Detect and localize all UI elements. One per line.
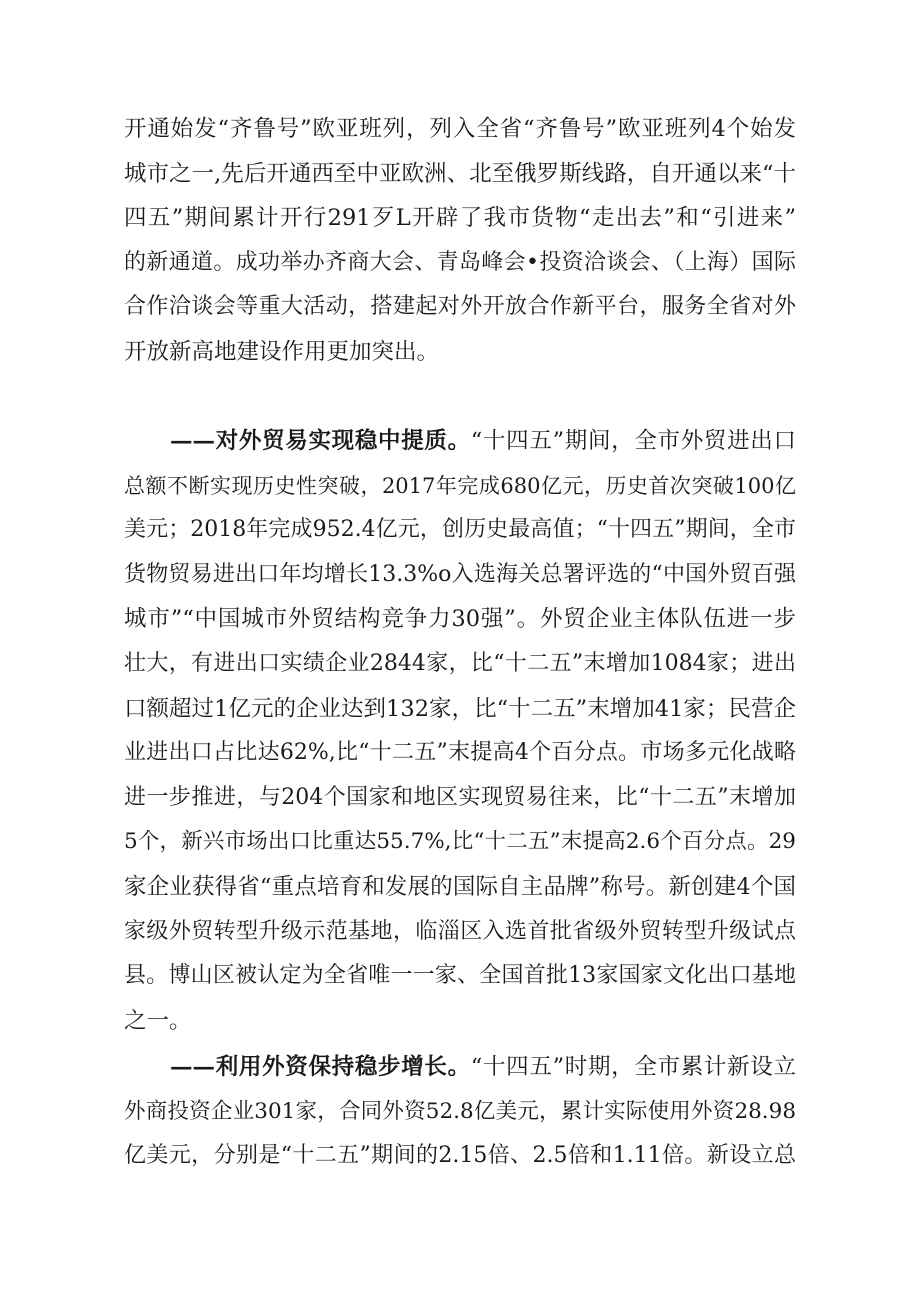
paragraph-port-opening	[124, 107, 796, 375]
text-line: 之一。	[124, 1007, 192, 1034]
text-line: 的新通道。成功举办齐商大会、青岛峰会•投资洽谈会、（上海）国际	[124, 249, 796, 275]
text-line: 四五”期间累计开行291歹L开辟了我市货物“走出去”和“引进来”	[124, 205, 796, 232]
paragraph-foreign-trade	[124, 419, 796, 1043]
paragraph-heading: ——对外贸易实现稳中提质。	[170, 428, 471, 454]
text-run: “十四五”期间，全市外贸进出口	[470, 428, 796, 454]
text-line: 家级外贸转型升级示范基地，临淄区入选首批省级外贸转型升级试点	[124, 918, 796, 944]
paragraph-first-line	[124, 1045, 796, 1090]
text-line: 开通始发“齐鲁号”欧亚班列，列入全省“齐鲁号”欧亚班列4个始发	[124, 116, 796, 142]
text-line: 美元；2018年完成952.4亿元，创历史最高值；“十四五”期间，全市	[124, 517, 796, 543]
text-line: 进一步推进，与204个国家和地区实现贸易往来，比“十二五”末增加	[124, 784, 796, 810]
text-line: 5个，新兴市场出口比重达55.7%,比“十二五”末提高2.6个百分点。29	[124, 829, 796, 855]
text-run: “十四五”时期，全市累计新设立	[470, 1054, 796, 1080]
text-line: 合作洽谈会等重大活动，搭建起对外开放合作新平台，服务全省对外	[124, 294, 796, 320]
paragraph-foreign-investment	[124, 1045, 796, 1179]
text-line: 口额超过1亿元的企业达到132家，比“十二五”末增加41家；民营企	[124, 695, 796, 722]
text-line: 家企业获得省“重点培育和发展的国际自主品牌”称号。新创建4个国	[124, 873, 796, 900]
text-line: 总额不断实现历史性突破，2017年完成680亿元，历史首次突破100亿	[124, 473, 796, 498]
paragraph-first-line	[124, 419, 796, 464]
text-line: 亿美元，分别是“十二五”期间的2.15倍、2.5倍和1.11倍。新设立总	[124, 1143, 796, 1169]
text-line: 货物贸易进出口年均增长13.3%o入选海关总署评选的“中国外贸百强	[124, 561, 796, 587]
text-line: 城市之一,先后开通西至中亚欧洲、北至俄罗斯线路，自开通以来“十	[124, 160, 796, 187]
text-line: 外商投资企业301家，合同外资52.8亿美元，累计实际使用外资28.98	[124, 1098, 796, 1124]
text-line: 业进出口占比达62%,比“十二五”末提高4个百分点。市场多元化战略	[124, 740, 796, 766]
paragraph-heading: ——利用外资保持稳步增长。	[170, 1054, 471, 1080]
text-line: 城市”“中国城市外贸结构竞争力30强”。外贸企业主体队伍进一步	[124, 606, 796, 633]
text-line: 壮大，有进出口实绩企业2844家，比“十二五”末增加1084家；进出	[124, 650, 796, 676]
text-line: 开放新高地建设作用更加突出。	[124, 338, 440, 365]
text-line: 县。博山区被认定为全省唯一一家、全国首批13家国家文化出口基地	[124, 963, 796, 989]
